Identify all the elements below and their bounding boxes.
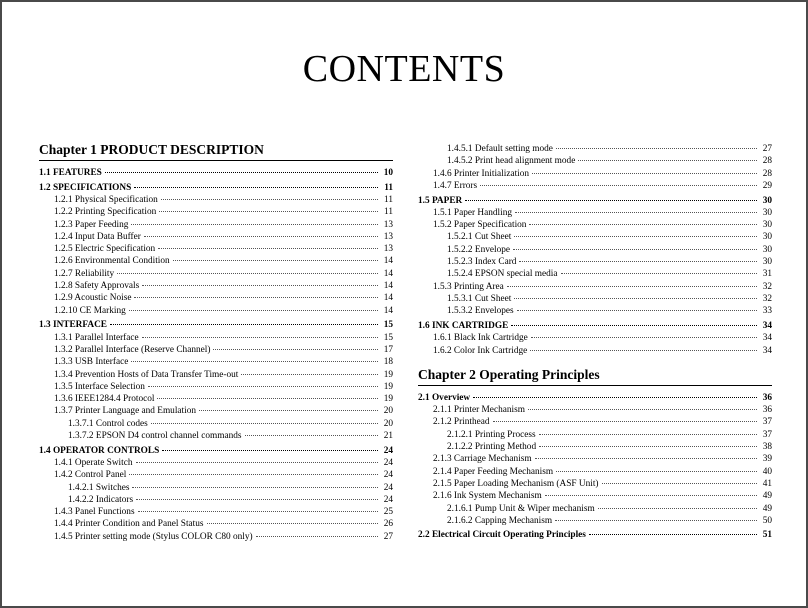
dot-leader bbox=[530, 342, 757, 351]
toc-left-column bbox=[39, 141, 393, 542]
toc-entry[interactable] bbox=[418, 179, 772, 191]
dot-leader bbox=[519, 253, 757, 262]
toc-entry-page-number: 30 bbox=[762, 207, 772, 218]
toc-entry-label: 2.1.6.1 Pump Unit & Wiper mechanism bbox=[447, 503, 595, 514]
toc-entry-label: 2.1.2 Printhead bbox=[433, 417, 490, 428]
dot-leader bbox=[134, 179, 378, 188]
toc-entry-page-number: 19 bbox=[383, 381, 393, 392]
toc-entry-page-number: 36 bbox=[762, 405, 772, 416]
dot-leader bbox=[539, 438, 757, 447]
toc-entry-page-number: 30 bbox=[762, 244, 772, 255]
toc-entry-page-number: 24 bbox=[383, 482, 393, 493]
dot-leader bbox=[602, 475, 757, 484]
toc-entry-page-number: 33 bbox=[762, 306, 772, 317]
toc-entry-list bbox=[418, 142, 772, 356]
dot-leader bbox=[256, 528, 378, 537]
toc-entry-page-number: 31 bbox=[762, 269, 772, 280]
dot-leader bbox=[598, 500, 757, 509]
page-title: CONTENTS bbox=[302, 48, 506, 90]
toc-entry-label: 2.1.6 Ink System Mechanism bbox=[433, 491, 542, 502]
dot-leader bbox=[131, 353, 378, 362]
toc-entry-page-number: 32 bbox=[762, 281, 772, 292]
toc-entry-page-number: 18 bbox=[383, 357, 393, 368]
toc-entry-label: 1.5.2.4 EPSON special media bbox=[447, 269, 558, 280]
dot-leader bbox=[105, 164, 378, 173]
toc-entry-page-number: 14 bbox=[383, 305, 393, 316]
dot-leader bbox=[532, 165, 757, 174]
toc-entry[interactable] bbox=[39, 530, 393, 542]
toc-entry-page-number: 13 bbox=[383, 219, 393, 230]
dot-leader bbox=[173, 252, 378, 261]
dot-leader bbox=[514, 228, 757, 237]
toc-right-column bbox=[418, 142, 772, 541]
dot-leader bbox=[539, 426, 757, 435]
toc-entry-page-number: 24 bbox=[383, 445, 393, 456]
toc-entry-page-number: 30 bbox=[762, 232, 772, 243]
dot-leader bbox=[514, 290, 757, 299]
toc-entry-label: 1.3.6 IEEE1284.4 Protocol bbox=[54, 394, 155, 405]
toc-entry-label: 1.2.9 Acoustic Noise bbox=[54, 293, 132, 304]
toc-entry-label: 1.6.2 Color Ink Cartridge bbox=[433, 345, 528, 356]
toc-entry-label: 1.3.2 Parallel Interface (Reserve Channel) bbox=[54, 344, 211, 355]
toc-entry-page-number: 30 bbox=[762, 257, 772, 268]
dot-leader bbox=[159, 203, 378, 212]
toc-entry-label: 1.2.1 Physical Specification bbox=[54, 194, 158, 205]
dot-leader bbox=[199, 402, 378, 411]
dot-leader bbox=[561, 265, 757, 274]
dot-leader bbox=[556, 463, 757, 472]
dot-leader bbox=[142, 277, 378, 286]
toc-entry-label: 1.4.5.1 Default setting mode bbox=[447, 144, 553, 154]
toc-entry-page-number: 17 bbox=[383, 344, 393, 355]
toc-entry-label: 1.2.6 Environmental Condition bbox=[54, 256, 170, 267]
toc-entry-label: 1.4.5 Printer setting mode (Stylus COLOR C80 only) bbox=[54, 531, 253, 542]
toc-entry-page-number: 15 bbox=[383, 332, 393, 343]
toc-entry-label: 2.1.5 Paper Loading Mechanism (ASF Unit) bbox=[433, 478, 599, 489]
toc-entry-label: 2.1 Overview bbox=[418, 392, 471, 403]
toc-entry-page-number: 14 bbox=[383, 268, 393, 279]
dot-leader bbox=[129, 466, 378, 475]
toc-entry-page-number: 36 bbox=[762, 392, 772, 403]
toc-entry-page-number: 15 bbox=[383, 320, 393, 331]
toc-entry-page-number: 20 bbox=[383, 406, 393, 417]
dot-leader bbox=[245, 427, 378, 436]
toc-entry-page-number: 29 bbox=[762, 180, 772, 191]
dot-leader bbox=[157, 390, 378, 399]
toc-entry-label: 1.3.5 Interface Selection bbox=[54, 381, 145, 392]
toc-entry-list bbox=[418, 391, 772, 541]
toc-entry-label: 1.2.10 CE Marking bbox=[54, 305, 126, 316]
toc-entry-page-number: 24 bbox=[383, 494, 393, 505]
toc-entry-page-number: 30 bbox=[762, 195, 772, 206]
toc-entry-page-number: 27 bbox=[762, 144, 772, 154]
dot-leader bbox=[158, 240, 378, 249]
dot-leader bbox=[535, 450, 757, 459]
toc-entry-label: 1.5 PAPER bbox=[418, 195, 463, 206]
dot-leader bbox=[493, 413, 757, 422]
toc-entry-list bbox=[39, 166, 393, 542]
toc-entry-label: 1.5.3.1 Cut Sheet bbox=[447, 293, 512, 304]
toc-entry-page-number: 24 bbox=[383, 458, 393, 468]
dot-leader bbox=[138, 503, 378, 512]
toc-entry-page-number: 25 bbox=[383, 507, 393, 518]
toc-entry-label: 1.4.3 Panel Functions bbox=[54, 507, 135, 518]
dot-leader bbox=[117, 265, 378, 274]
dot-leader bbox=[515, 204, 757, 213]
dot-leader bbox=[129, 302, 378, 311]
toc-entry-page-number: 24 bbox=[383, 470, 393, 481]
toc-entry-label: 1.2.2 Printing Specification bbox=[54, 207, 157, 218]
toc-entry-page-number: 14 bbox=[383, 256, 393, 267]
toc-entry-page-number: 38 bbox=[762, 442, 772, 453]
chapter-block bbox=[418, 366, 772, 541]
toc-entry-label: 1.5.2 Paper Specification bbox=[433, 220, 527, 231]
toc-entry[interactable] bbox=[39, 166, 393, 178]
toc-entry-page-number: 11 bbox=[384, 182, 393, 193]
toc-entry-label: 2.2 Electrical Circuit Operating Principles bbox=[418, 530, 586, 541]
toc-entry-page-number: 11 bbox=[384, 207, 393, 218]
toc-entry-label: 2.1.2.1 Printing Process bbox=[447, 429, 536, 440]
toc-entry-page-number: 50 bbox=[762, 515, 772, 526]
dot-leader bbox=[161, 191, 378, 200]
dot-leader bbox=[142, 329, 378, 338]
dot-leader bbox=[213, 341, 378, 350]
toc-entry-label: 1.4.4 Printer Condition and Panel Status bbox=[54, 519, 204, 530]
dot-leader bbox=[528, 401, 757, 410]
toc-entry-page-number: 39 bbox=[762, 454, 772, 465]
dot-leader bbox=[207, 515, 378, 524]
dot-leader bbox=[473, 389, 757, 398]
toc-entry-label: 1.3.1 Parallel Interface bbox=[54, 332, 139, 343]
toc-entry-page-number: 34 bbox=[762, 333, 772, 344]
toc-entry-label: 1.2.8 Safety Approvals bbox=[54, 281, 140, 292]
toc-entry-page-number: 34 bbox=[762, 320, 772, 331]
dot-leader bbox=[136, 454, 379, 463]
toc-entry-page-number: 14 bbox=[383, 281, 393, 292]
toc-entry-label: 1.4.2.1 Switches bbox=[68, 482, 130, 493]
toc-entry-label: 2.1.6.2 Capping Mechanism bbox=[447, 515, 553, 526]
toc-entry-label: 1.6.1 Black Ink Cartridge bbox=[433, 333, 528, 344]
toc-entry-page-number: 51 bbox=[762, 530, 772, 541]
toc-entry-label: 1.3.4 Prevention Hosts of Data Transfer Time-out bbox=[54, 369, 239, 380]
toc-entry-page-number: 19 bbox=[383, 369, 393, 380]
dot-leader bbox=[517, 302, 757, 311]
dot-leader bbox=[148, 378, 378, 387]
toc-entry-label: 1.5.3 Printing Area bbox=[433, 281, 504, 292]
toc-entry-label: 1.5.3.2 Envelopes bbox=[447, 306, 514, 317]
toc-entry-label: 1.4.6 Printer Initialization bbox=[433, 168, 530, 179]
dot-leader bbox=[162, 442, 378, 451]
toc-entry-label: 1.4.5.2 Print head alignment mode bbox=[447, 156, 576, 167]
chapter-heading: Chapter 2 Operating Principles bbox=[418, 366, 772, 386]
dot-leader bbox=[136, 491, 378, 500]
toc-entry-page-number: 11 bbox=[384, 194, 393, 205]
toc-entry-label: 1.3.7.1 Control codes bbox=[68, 418, 148, 429]
toc-entry-page-number: 49 bbox=[762, 491, 772, 502]
dot-leader bbox=[151, 415, 378, 424]
toc-entry-page-number: 10 bbox=[383, 168, 393, 178]
toc-entry-page-number: 13 bbox=[383, 244, 393, 255]
toc-entry-page-number: 28 bbox=[762, 156, 772, 167]
dot-leader bbox=[578, 152, 757, 161]
dot-leader bbox=[241, 366, 378, 375]
toc-entry-page-number: 37 bbox=[762, 429, 772, 440]
toc-entry-page-number: 37 bbox=[762, 417, 772, 428]
dot-leader bbox=[507, 278, 757, 287]
toc-entry-label: 1.2.5 Electric Specification bbox=[54, 244, 156, 255]
toc-entry-page-number: 41 bbox=[762, 478, 772, 489]
toc-entry-label: 1.2.4 Input Data Buffer bbox=[54, 231, 141, 242]
toc-entry-label: 1.6 INK CARTRIDGE bbox=[418, 320, 509, 331]
dot-leader bbox=[556, 140, 757, 149]
toc-entry-page-number: 26 bbox=[383, 519, 393, 530]
toc-entry-page-number: 20 bbox=[383, 418, 393, 429]
toc-entry-page-number: 14 bbox=[383, 293, 393, 304]
toc-entry-label: 1.5.2.3 Index Card bbox=[447, 257, 517, 268]
toc-entry[interactable] bbox=[39, 304, 393, 316]
dot-leader bbox=[465, 192, 757, 201]
toc-entry[interactable] bbox=[418, 514, 772, 526]
toc-entry-label: 1.4.2.2 Indicators bbox=[68, 494, 134, 505]
toc-entry[interactable] bbox=[418, 344, 772, 356]
toc-entry-label: 1.4.1 Operate Switch bbox=[54, 458, 133, 468]
toc-entry-label: 1.3.3 USB Interface bbox=[54, 357, 129, 368]
dot-leader bbox=[555, 512, 757, 521]
dot-leader bbox=[134, 289, 378, 298]
toc-entry-label: 1.4.2 Control Panel bbox=[54, 470, 127, 481]
toc-entry-page-number: 27 bbox=[383, 531, 393, 542]
toc-entry-page-number: 40 bbox=[762, 466, 772, 477]
dot-leader bbox=[131, 216, 378, 225]
toc-entry[interactable] bbox=[39, 429, 393, 441]
toc-entry-label: 1.4.7 Errors bbox=[433, 180, 478, 191]
dot-leader bbox=[132, 479, 378, 488]
toc-entry-label: 1.5.1 Paper Handling bbox=[433, 207, 513, 218]
toc-entry-page-number: 32 bbox=[762, 293, 772, 304]
dot-leader bbox=[545, 487, 757, 496]
dot-leader bbox=[531, 329, 757, 338]
dot-leader bbox=[144, 228, 378, 237]
toc-entry-page-number: 49 bbox=[762, 503, 772, 514]
toc-entry-label: 2.1.2.2 Printing Method bbox=[447, 442, 537, 453]
toc-entry-label: 2.1.3 Carriage Mechanism bbox=[433, 454, 532, 465]
dot-leader bbox=[480, 177, 757, 186]
toc-entry-label: 1.5.2.2 Envelope bbox=[447, 244, 510, 255]
toc-entry-label: 1.3 INTERFACE bbox=[39, 320, 108, 331]
toc-entry-page-number: 30 bbox=[762, 220, 772, 231]
toc-entry-page-number: 19 bbox=[383, 394, 393, 405]
toc-entry-page-number: 21 bbox=[383, 431, 393, 442]
dot-leader bbox=[511, 317, 757, 326]
toc-entry-label: 2.1.1 Printer Mechanism bbox=[433, 405, 525, 416]
toc-entry-page-number: 13 bbox=[383, 231, 393, 242]
dot-leader bbox=[110, 316, 378, 325]
toc-entry-label: 1.2 SPECIFICATIONS bbox=[39, 182, 132, 193]
toc-entry-label: 1.4 OPERATOR CONTROLS bbox=[39, 445, 160, 456]
toc-entry-label: 1.5.2.1 Cut Sheet bbox=[447, 232, 512, 243]
toc-entry-label: 1.3.7 Printer Language and Emulation bbox=[54, 406, 196, 417]
toc-entry-label: 2.1.4 Paper Feeding Mechanism bbox=[433, 466, 554, 477]
dot-leader bbox=[589, 526, 757, 535]
chapter-heading: Chapter 1 PRODUCT DESCRIPTION bbox=[39, 141, 393, 161]
toc-entry-label: 1.3.7.2 EPSON D4 control channel commands bbox=[68, 431, 242, 442]
toc-entry-page-number: 28 bbox=[762, 168, 772, 179]
dot-leader bbox=[529, 216, 757, 225]
toc-entry-label: 1.2.3 Paper Feeding bbox=[54, 219, 129, 230]
toc-entry-label: 1.2.7 Reliability bbox=[54, 268, 115, 279]
toc-entry-page-number: 34 bbox=[762, 345, 772, 356]
dot-leader bbox=[513, 241, 757, 250]
toc-entry[interactable] bbox=[418, 304, 772, 316]
toc-entry[interactable] bbox=[418, 528, 772, 540]
toc-entry-label: 1.1 FEATURES bbox=[39, 168, 102, 178]
